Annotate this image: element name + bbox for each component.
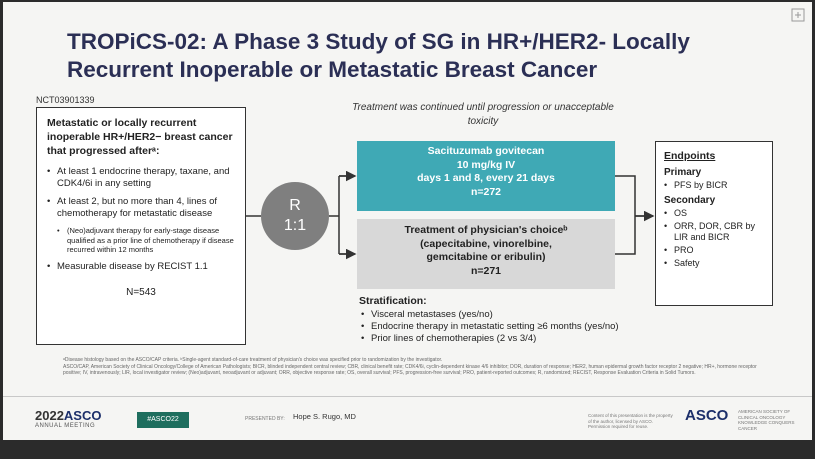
continuation-note: Treatment was continued until progression or unacceptable toxicity <box>352 102 614 127</box>
stratification-item: • Prior lines of chemotherapies (2 vs 3/4) <box>359 333 699 345</box>
footnote-line: ASCO/CAP, American Society of Clinical Oncology/College of American Pathologists; BICR, blinded independent central review; CBR, clinical benefit rate; CDK4/6i, cyclin-dependent kinase 4/6 inhibitor; DOR, duration of response; HER2, human epidermal growth factor receptor 2 negative; HR+, hormone receptor positive; IV, intravenously; LIR, local investigator review; (Neo)adjuvant, neoadjuvant or adjuvant; ORR, objective response rate; OS, overall survival; PFS, progression-free survival; PRO, patient-reported outcomes; R, randomized; RECIST, Response Evaluation Criteria in Solid Tumors. <box>63 363 757 376</box>
randomization-ratio: 1:1 <box>283 217 307 234</box>
endpoint-item: • OS <box>664 208 764 219</box>
slide <box>3 2 812 440</box>
stratification-item: • Visceral metastases (yes/no) <box>359 309 699 321</box>
endpoint-item: • ORR, DOR, CBR by LIR and BICR <box>664 221 764 243</box>
asco-year: 2022 <box>35 408 64 423</box>
endpoint-item: • Safety <box>664 258 764 269</box>
arm2-line: (capecitabine, vinorelbine, <box>420 237 552 250</box>
population-bullet: • Measurable disease by RECIST 1.1 <box>47 261 235 273</box>
population-bullet: • At least 2, but no more than 4, lines of chemotherapy for metastatic disease <box>47 196 235 220</box>
slide-title: TROPiCS-02: A Phase 3 Study of SG in HR+/HER2- Locally Recurrent Inoperable or Metastatic Breast Cancer <box>67 29 690 82</box>
arms-to-endpoints-lines <box>615 176 653 254</box>
trial-id: NCT03901339 <box>36 95 95 105</box>
arm2-line: Treatment of physician's choiceᵇ <box>404 224 568 236</box>
arm1-line: Sacituzumab govitecan <box>427 145 545 157</box>
endpoints-title: Endpoints <box>664 150 716 162</box>
population-n: N=543 <box>126 286 156 298</box>
arm1-line: 10 mg/kg IV <box>456 158 516 171</box>
arm2-line: gemcitabine or eribulin) <box>426 251 546 263</box>
endpoints-primary-label: Primary <box>664 167 702 178</box>
footnote-line: ᵃDisease histology based on the ASCO/CAP criteria. ᵇSingle-agent standard-of-care treatment of physician's choice was specified prior to randomization by the investigator. <box>63 357 443 363</box>
presented-by-label: PRESENTED BY: <box>245 416 285 422</box>
arm-sacituzumab <box>357 141 615 211</box>
stratification <box>359 295 699 345</box>
footnotes <box>63 357 763 377</box>
footer-divider <box>3 396 812 397</box>
endpoints-secondary-label: Secondary <box>664 195 716 206</box>
asco-logo: ASCO <box>685 407 729 424</box>
endpoint-item: • PRO <box>664 245 764 256</box>
arm1-line: days 1 and 8, every 21 days <box>417 172 555 184</box>
stratification-title: Stratification: <box>359 295 427 307</box>
hashtag-badge: #ASCO22 <box>137 412 189 428</box>
endpoints-box <box>655 141 773 306</box>
asco-meeting-logo <box>35 408 101 423</box>
population-heading: Metastatic or locally recurrent inoperable HR+/HER2− breast cancer that progressed afterᵃ: <box>47 117 233 157</box>
asco-tagline: AMERICAN SOCIETY OF CLINICAL ONCOLOGY KNOWLEDGE CONQUERS CANCER <box>738 409 795 431</box>
presenter-name: Hope S. Rugo, MD <box>293 412 356 421</box>
randomization-circle <box>261 182 329 250</box>
population-bullet: • At least 1 endocrine therapy, taxane, and CDK4/6i in any setting <box>47 166 235 190</box>
copyright-notice: Content of this presentation is the property of the author, licensed by ASCO. Permission required for reuse. <box>588 413 673 429</box>
population-sub-bullet: • (Neo)adjuvant therapy for early-stage disease qualified as a prior line of chemotherapy if disease recurred within 12 months <box>47 226 235 255</box>
arm1-line: n=272 <box>470 185 502 198</box>
randomization-label: R <box>289 197 301 214</box>
randomize-branch-lines <box>329 176 353 254</box>
arm-physicians-choice <box>357 219 615 289</box>
asco-meeting-label: ANNUAL MEETING <box>35 423 96 429</box>
endpoint-item: • PFS by BICR <box>664 180 764 191</box>
asco-name: ASCO <box>63 408 102 423</box>
arm2-line: n=271 <box>470 264 502 277</box>
stratification-item: • Endocrine therapy in metastatic setting ≥6 months (yes/no) <box>359 321 699 333</box>
